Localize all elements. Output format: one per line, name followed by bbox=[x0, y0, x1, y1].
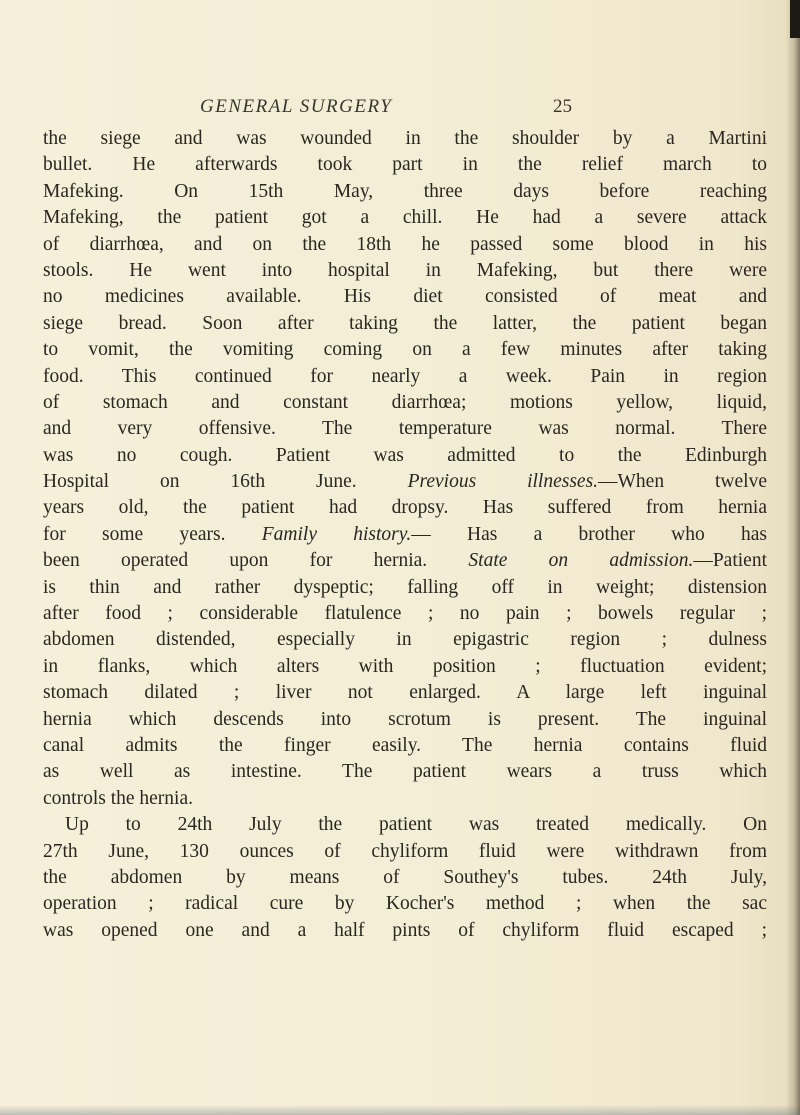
page-edge-shadow bbox=[786, 0, 800, 1115]
section-heading-italic: Previous illnesses. bbox=[407, 471, 599, 493]
running-title: GENERAL SURGERY bbox=[200, 96, 393, 117]
body-text bbox=[43, 126, 767, 944]
text-line: no medicines available. His diet consisted of meat and bbox=[43, 286, 767, 308]
page-number: 25 bbox=[553, 96, 572, 117]
text-line: for some years. Family history.— Has a brother who has bbox=[43, 523, 767, 545]
text-line: of stomach and constant diarrhœa; motions yellow, liquid, bbox=[43, 391, 767, 413]
section-heading-italic: Family history. bbox=[261, 523, 412, 545]
text-line: Mafeking, the patient got a chill. He had a severe attack bbox=[43, 207, 767, 229]
text-line: years old, the patient had dropsy. Has suffered from hernia bbox=[43, 497, 767, 519]
text-line: been operated upon for hernia. State on admission.—Patient bbox=[43, 550, 767, 572]
text-line: was opened one and a half pints of chyliform fluid escaped ; bbox=[43, 919, 767, 941]
text-line: the siege and was wounded in the shoulder by a Martini bbox=[43, 128, 767, 149]
text-line: Hospital on 16th June. Previous illnesses.—When twelve bbox=[43, 471, 767, 493]
text-line: controls the hernia. bbox=[43, 787, 193, 809]
text-line: food. This continued for nearly a week. Pain in region bbox=[43, 365, 767, 387]
text-line: operation ; radical cure by Kocher's method ; when the sac bbox=[43, 893, 767, 915]
section-heading-italic: State on admission. bbox=[468, 550, 694, 572]
text-line: stools. He went into hospital in Mafeking, but there were bbox=[43, 259, 767, 281]
text-line: was no cough. Patient was admitted to the Edinburgh bbox=[43, 444, 767, 466]
page-header bbox=[200, 96, 572, 120]
text-line: hernia which descends into scrotum is present. The inguinal bbox=[43, 708, 767, 730]
text-line: Mafeking. On 15th May, three days before reaching bbox=[43, 180, 767, 202]
text-line: siege bread. Soon after taking the latter, the patient began bbox=[43, 312, 767, 334]
text-line: the abdomen by means of Southey's tubes. 24th July, bbox=[43, 866, 767, 888]
text-line: as well as intestine. The patient wears a truss which bbox=[43, 761, 767, 783]
text-line: is thin and rather dyspeptic; falling off in weight; distension bbox=[43, 576, 767, 598]
text-line: after food ; considerable flatulence ; no pain ; bowels regular ; bbox=[43, 603, 767, 625]
text-line: and very offensive. The temperature was normal. There bbox=[43, 418, 767, 440]
page-corner-shadow bbox=[790, 0, 800, 38]
text-line: bullet. He afterwards took part in the relief march to bbox=[43, 154, 767, 176]
text-line: stomach dilated ; liver not enlarged. A large left inguinal bbox=[43, 682, 767, 704]
text-line: to vomit, the vomiting coming on a few minutes after taking bbox=[43, 339, 767, 361]
text-line: abdomen distended, especially in epigastric region ; dulness bbox=[43, 629, 767, 651]
text-line: Up to 24th July the patient was treated medically. On bbox=[65, 814, 767, 836]
page-bottom-edge bbox=[0, 1105, 800, 1115]
text-line: canal admits the finger easily. The hernia contains fluid bbox=[43, 734, 767, 756]
text-line: of diarrhœa, and on the 18th he passed some blood in his bbox=[43, 233, 767, 255]
text-line: 27th June, 130 ounces of chyliform fluid were withdrawn from bbox=[43, 840, 767, 862]
text-line: in flanks, which alters with position ; fluctuation evident; bbox=[43, 655, 767, 677]
